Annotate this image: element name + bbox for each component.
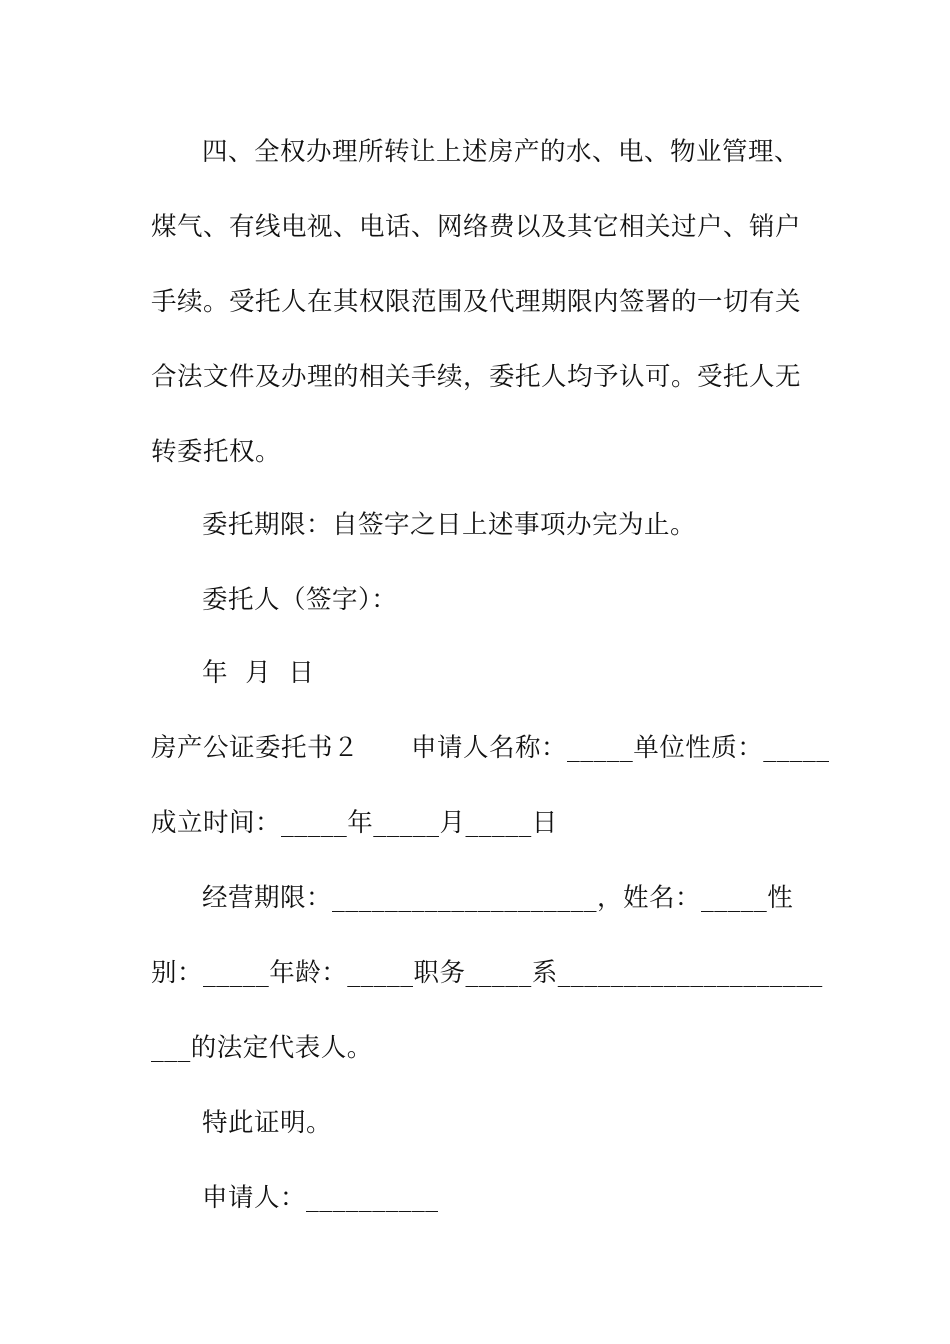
founding-date-line: 成立时间：_____年_____月_____日 (151, 808, 558, 838)
personal-info-line: 别：_____年龄：_____职务_____系____________________ (151, 958, 823, 988)
section-title-line: 房产公证委托书２ 申请人名称：_____单位性质：_____ (151, 733, 830, 763)
legal-representative-line: ___的法定代表人。 (151, 1033, 373, 1063)
business-term-line: 经营期限：____________________，姓名：_____性 (202, 883, 794, 913)
applicant-signature-line: 申请人：__________ (202, 1183, 439, 1213)
paragraph-line-3: 手续。受托人在其权限范围及代理期限内签署的一切有关 (151, 287, 802, 317)
paragraph-line-5: 转委托权。 (151, 437, 282, 467)
paragraph-line-4: 合法文件及办理的相关手续，委托人均予认可。受托人无 (151, 362, 802, 392)
paragraph-line-2: 煤气、有线电视、电话、网络费以及其它相关过户、销户 (151, 212, 802, 242)
entrust-period-line: 委托期限：自签字之日上述事项办完为止。 (202, 510, 697, 540)
principal-signature-line: 委托人（签字）： (202, 585, 398, 615)
paragraph-line-1: 四、全权办理所转让上述房产的水、电、物业管理、 (202, 137, 801, 167)
certification-line: 特此证明。 (202, 1108, 333, 1138)
date-line: 年 月 日 (202, 658, 315, 688)
